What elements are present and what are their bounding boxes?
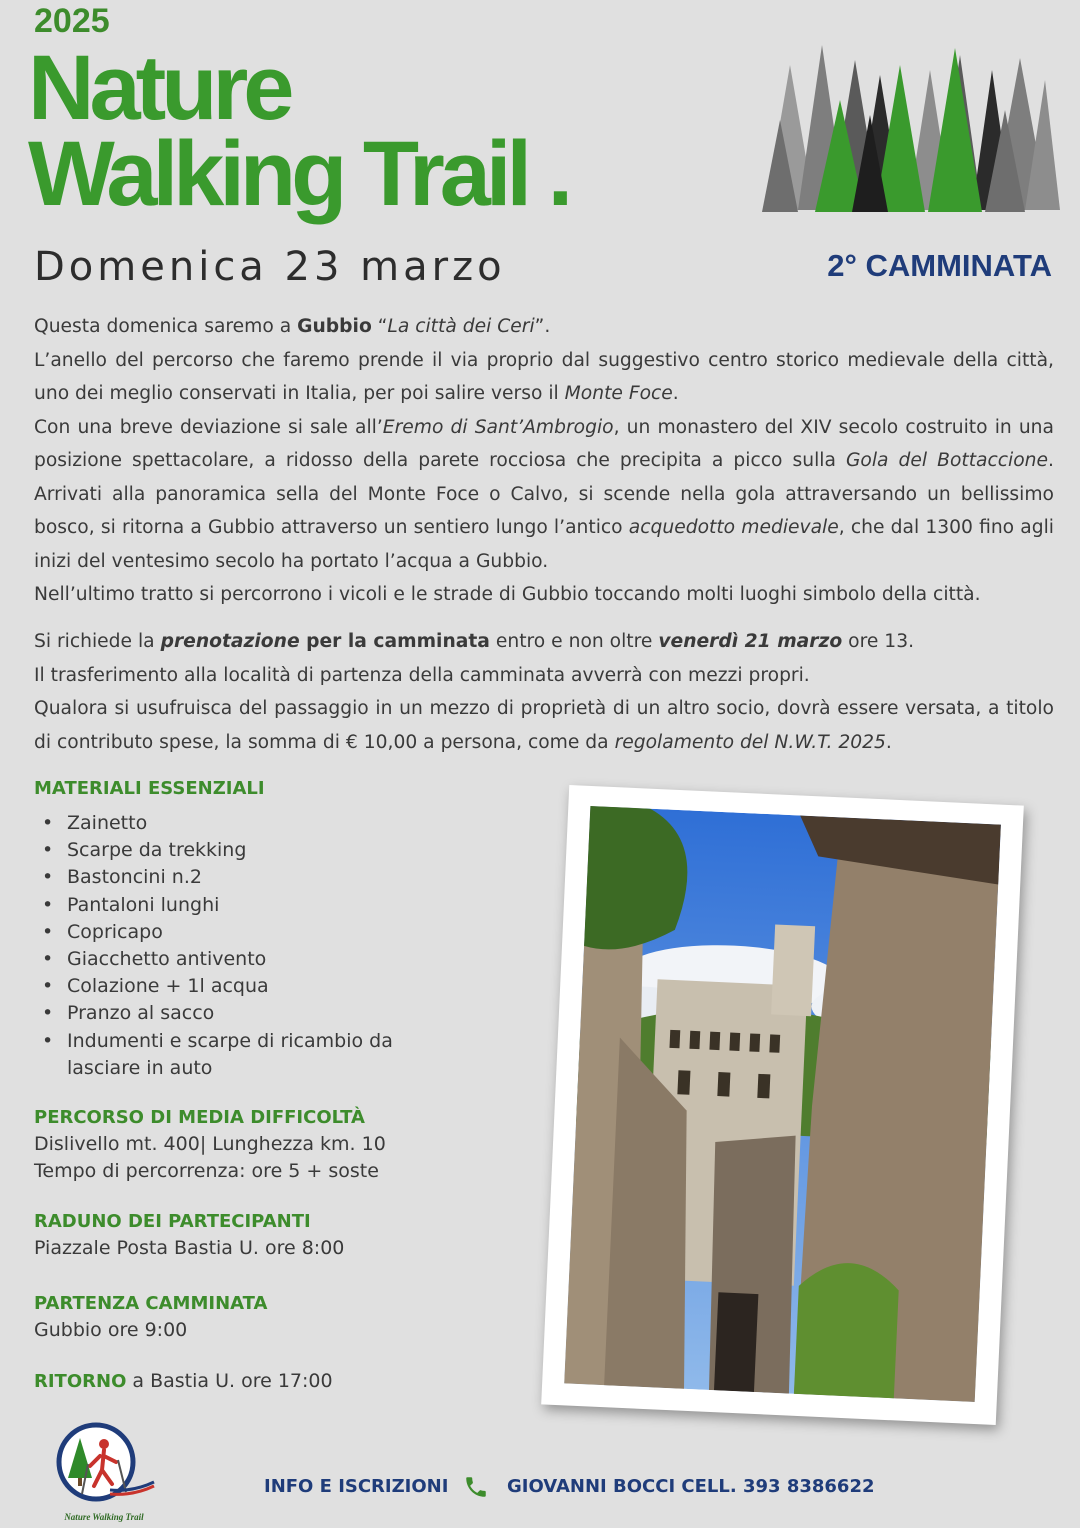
materials-list <box>34 810 454 1082</box>
year-label: 2025 <box>34 2 110 40</box>
intro-text <box>34 310 1054 612</box>
photo-frame <box>541 785 1024 1425</box>
departure-section <box>34 1291 267 1344</box>
list-item: • Scarpe da trekking <box>34 837 454 864</box>
list-item: • Pranzo al sacco <box>34 1000 454 1027</box>
materials-title: MATERIALI ESSENZIALI <box>34 778 265 799</box>
meeting-section <box>34 1209 344 1262</box>
departure-text: Gubbio ore 9:00 <box>34 1319 188 1341</box>
intro-paragraph-1: Questa domenica saremo a Gubbio “La città dei Ceri”. <box>34 316 551 337</box>
event-date: Domenica 23 marzo <box>34 244 506 290</box>
list-item: • Copricapo <box>34 919 454 946</box>
gubbio-photo <box>564 806 1001 1402</box>
contact-info: GIOVANNI BOCCI CELL. 393 8386622 <box>507 1476 875 1497</box>
booking-text <box>34 625 1054 759</box>
departure-title: PARTENZA CAMMINATA <box>34 1293 268 1314</box>
list-item: • Giacchetto antivento <box>34 946 454 973</box>
intro-paragraph-3: Con una breve deviazione si sale all’Eremo di Sant’Ambrogio, un monastero del XIV secolo costruito in una posizione spettacolare, a ridosso della parete rocciosa che precipita a picco sulla Gola del Bottaccione. Arrivati alla panoramica sella del Monte Foce o Calvo, si scende nella gola attraversando un bellissimo bosco, si ritorna a Gubbio attraverso un sentiero lungo l’antico acquedotto medievale, che dal 1300 fino agli inizi del ventesimo secolo ha portato l’acqua a Gubbio. <box>34 416 1054 572</box>
walk-number: 2° CAMMINATA <box>827 248 1052 283</box>
club-logo <box>48 1420 160 1525</box>
list-item: • Indumenti e scarpe di ricambio da lasciare in auto <box>34 1028 454 1082</box>
contact-line <box>264 1474 875 1500</box>
list-item: • Bastoncini n.2 <box>34 864 454 891</box>
meeting-title: RADUNO DEI PARTECIPANTI <box>34 1211 311 1232</box>
return-text: a Bastia U. ore 17:00 <box>126 1370 333 1392</box>
return-section <box>34 1368 333 1395</box>
intro-paragraph-2: L’anello del percorso che faremo prende il via proprio dal suggestivo centro storico medievale della città, uno dei meglio conservati in Italia, per poi salire verso il Monte Foce. <box>34 349 1054 404</box>
list-item: • Zainetto <box>34 810 454 837</box>
difficulty-title: PERCORSO DI MEDIA DIFFICOLTÀ <box>34 1107 365 1128</box>
logo-text: Nature Walking Trail <box>64 1512 144 1522</box>
title-line-2: Walking Trail . <box>28 123 569 225</box>
booking-paragraph-3: Qualora si usufruisca del passaggio in un mezzo di proprietà di un altro socio, dovrà essere versata, a titolo di contributo spese, la somma di € 10,00 a persona, come da regolamento del N.W.T. 2025. <box>34 698 1054 753</box>
list-item: • Colazione + 1l acqua <box>34 973 454 1000</box>
return-label: RITORNO <box>34 1371 127 1392</box>
intro-paragraph-4: Nell’ultimo tratto si percorrono i vicoli e le strade di Gubbio toccando molti luoghi simbolo della città. <box>34 584 981 605</box>
difficulty-line-1: Dislivello mt. 400| Lunghezza km. 10 <box>34 1133 386 1155</box>
info-label: INFO E ISCRIZIONI <box>264 1476 449 1497</box>
list-item: • Pantaloni lunghi <box>34 892 454 919</box>
booking-paragraph-1: Si richiede la prenotazione per la camminata entro e non oltre venerdì 21 marzo ore 13. <box>34 631 915 652</box>
difficulty-section <box>34 1105 386 1185</box>
meeting-text: Piazzale Posta Bastia U. ore 8:00 <box>34 1237 345 1259</box>
phone-icon <box>463 1474 489 1500</box>
booking-paragraph-2: Il trasferimento alla località di partenza della camminata avverrà con mezzi propri. <box>34 664 810 686</box>
forest-trees-illustration <box>760 40 1060 215</box>
difficulty-line-2: Tempo di percorrenza: ore 5 + soste <box>34 1160 379 1182</box>
title-line-1: Nature <box>28 37 290 139</box>
